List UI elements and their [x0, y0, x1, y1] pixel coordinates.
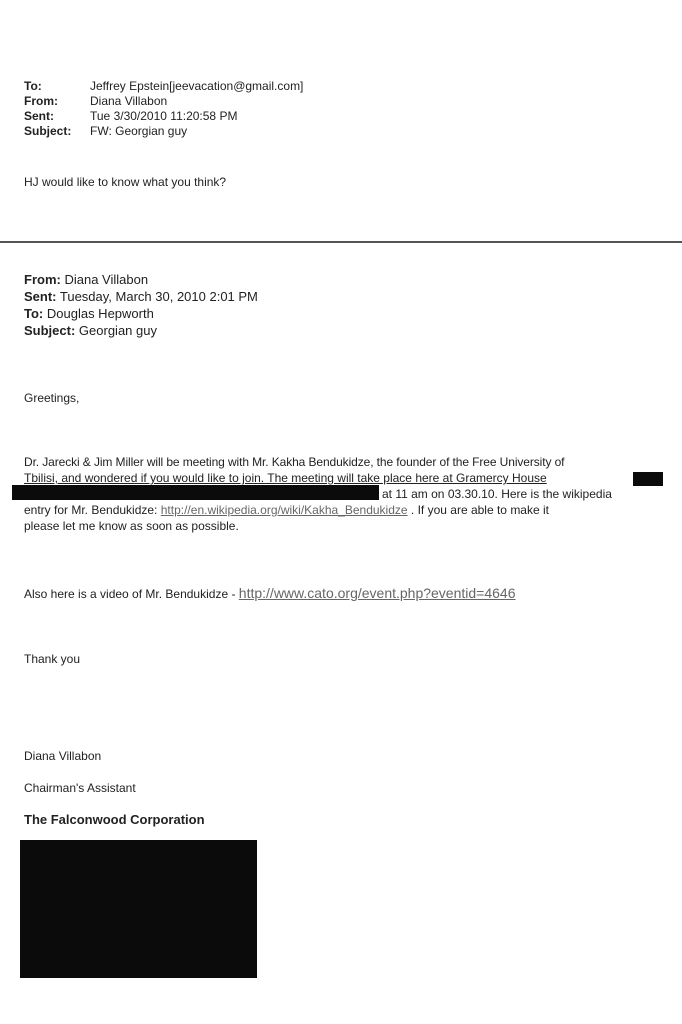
to-label: To: [24, 79, 42, 93]
sent-value: Tuesday, March 30, 2010 2:01 PM [59, 289, 258, 304]
wiki-intro: entry for Mr. Bendukidze: [24, 503, 158, 517]
to-label: To: [24, 306, 44, 321]
cato-video-link[interactable]: http://www.cato.org/event.php?eventid=4646 [238, 585, 516, 601]
original-subject-row [24, 323, 157, 339]
original-sent-row [24, 289, 258, 305]
greeting: Greetings, [24, 391, 80, 405]
forward-note: HJ would like to know what you think? [24, 175, 227, 189]
from-value: Diana Villabon [64, 272, 149, 287]
body-line-5: please let me know as soon as possible. [24, 519, 239, 533]
subject-value: Georgian guy [78, 323, 157, 338]
message-divider [0, 241, 682, 243]
body-line-4 [24, 503, 549, 517]
from-label: From: [24, 272, 61, 287]
sent-label: Sent: [24, 289, 57, 304]
original-from-row [24, 272, 148, 288]
sent-value: Tue 3/30/2010 11:20:58 PM [90, 109, 238, 123]
subject-value: FW: Georgian guy [90, 124, 188, 138]
forward-from-row [24, 94, 167, 108]
to-value: Douglas Hepworth [46, 306, 154, 321]
video-line [24, 586, 516, 601]
from-label: From: [24, 94, 58, 108]
original-to-row [24, 306, 154, 322]
signature-title: Chairman's Assistant [24, 781, 136, 795]
signature-name: Diana Villabon [24, 749, 102, 763]
thanks: Thank you [24, 652, 81, 666]
redaction-block [633, 472, 663, 486]
redaction-block [12, 485, 379, 500]
forward-subject-row [24, 124, 187, 138]
body-line-2: Tbilisi, and wondered if you would like to join. The meeting will take place here at Gramercy House [24, 471, 547, 485]
sent-label: Sent: [24, 109, 54, 123]
to-value: Jeffrey Epstein[jeevacation@gmail.com] [90, 79, 304, 93]
body-line-1: Dr. Jarecki & Jim Miller will be meeting with Mr. Kakha Bendukidze, the founder of the Free University of [24, 455, 565, 469]
subject-label: Subject: [24, 124, 72, 138]
body-line-3: at 11 am on 03.30.10. Here is the wikipedia [382, 487, 612, 501]
subject-label: Subject: [24, 323, 76, 338]
forward-sent-row [24, 109, 237, 123]
wikipedia-link[interactable]: http://en.wikipedia.org/wiki/Kakha_Bendukidze [160, 503, 408, 517]
video-intro: Also here is a video of Mr. Bendukidze - [24, 587, 236, 601]
forward-to-row [24, 79, 303, 93]
redacted-signature-block [20, 840, 257, 978]
wiki-outro: . If you are able to make it [410, 503, 549, 517]
signature-company: The Falconwood Corporation [24, 812, 205, 827]
from-value: Diana Villabon [90, 94, 168, 108]
